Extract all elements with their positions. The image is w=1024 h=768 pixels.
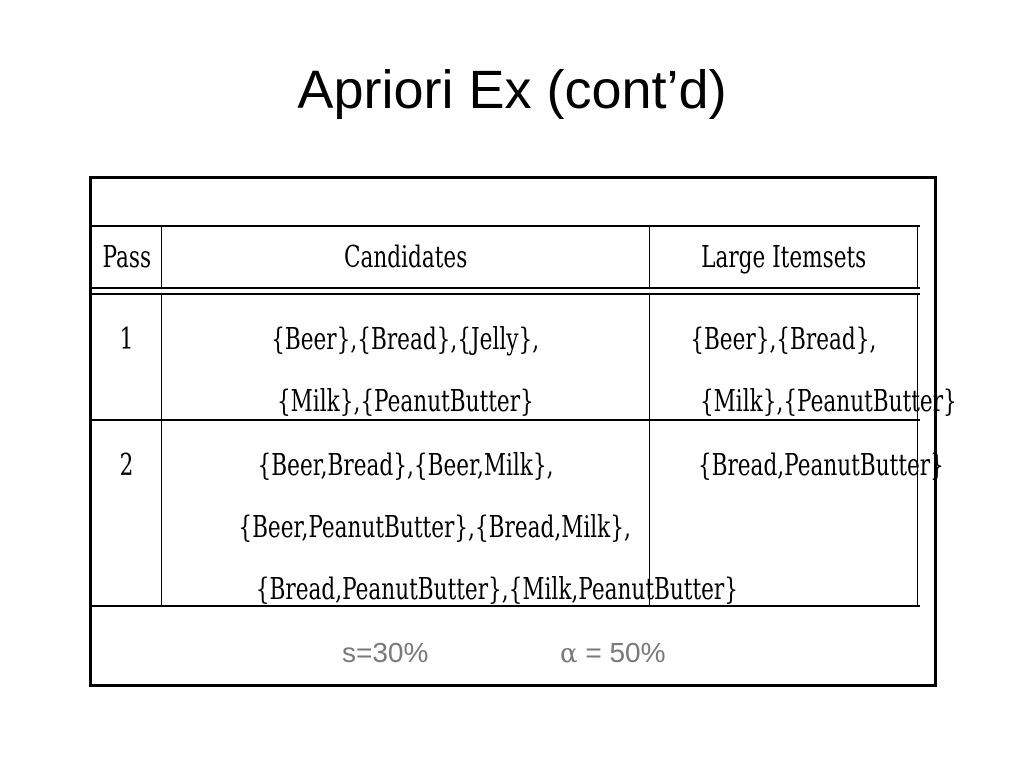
alpha-value: = 50%	[577, 637, 666, 668]
large-itemsets-line: {Bread,PeanutButter}	[697, 448, 944, 483]
confidence-threshold	[560, 637, 666, 669]
header-large-itemsets	[650, 227, 918, 287]
header-large-itemsets-label: Large Itemsets	[700, 239, 867, 275]
pass-number: 2	[119, 448, 134, 483]
pass-number: 1	[119, 322, 134, 357]
table-row	[92, 295, 957, 421]
candidates-line: {Beer,PeanutButter},{Bread,Milk},	[238, 510, 631, 545]
apriori-table	[92, 225, 957, 607]
table-row	[92, 421, 944, 607]
candidates-cell	[162, 421, 739, 607]
table-header-row	[92, 225, 920, 289]
support-threshold: s=30%	[342, 637, 429, 668]
candidates-cell	[162, 295, 650, 419]
candidates-line: {Bread,PeanutButter},{Milk,PeanutButter}	[255, 572, 739, 607]
slide-title: Apriori Ex (cont’d)	[297, 60, 727, 120]
parameters-line	[92, 637, 934, 677]
header-pass	[92, 227, 162, 287]
pass-cell	[92, 295, 162, 419]
alpha-symbol: α	[560, 639, 578, 669]
candidates-line: {Beer,Bread},{Beer,Milk},	[257, 448, 554, 483]
large-itemsets-line: {Beer},{Bread},	[690, 322, 877, 357]
candidates-line: {Milk},{PeanutButter}	[277, 384, 534, 419]
table-frame	[89, 176, 957, 687]
header-pass-label: Pass	[102, 239, 151, 275]
large-itemsets-cell	[650, 295, 957, 419]
pass-cell	[92, 421, 162, 605]
header-candidates-label: Candidates	[343, 239, 468, 275]
header-candidates	[162, 227, 650, 287]
candidates-line: {Beer},{Bread},{Jelly},	[271, 322, 540, 357]
large-itemsets-line: {Milk},{PeanutButter}	[699, 384, 957, 419]
